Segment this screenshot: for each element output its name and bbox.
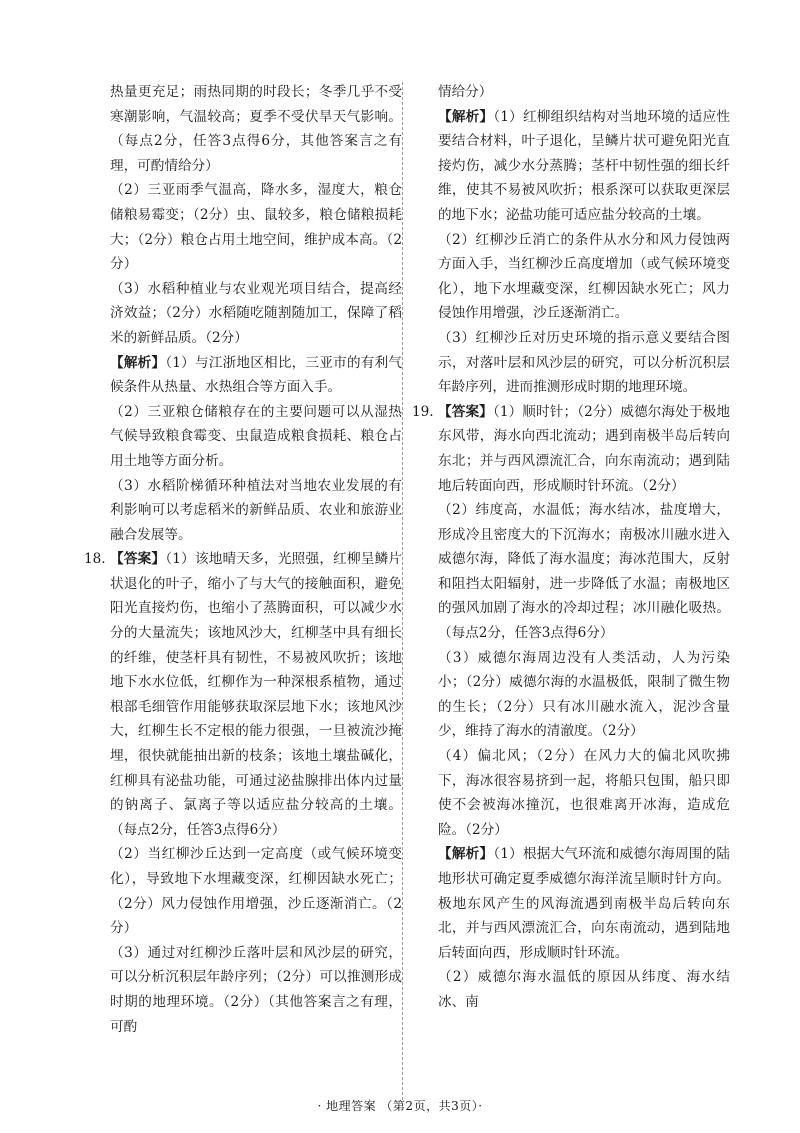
analysis-text: （1）红柳组织结构对当地环境的适应性要结合材料，叶子退化，呈鳞片状可避免阳光直接灼伤，减少水分蒸腾；茎杆中韧性强的细长纤维，使其不易被风吹折；根系深可以获取更深层的地下水；泌盐功能可适应盐分较高的土壤。 (438, 108, 730, 223)
page-footer: · 地理答案 （第2页，共3页）· (317, 1099, 483, 1113)
right-column (412, 80, 730, 1015)
right-para-2 (438, 105, 730, 228)
answer-text: （1）该地晴天多，光照强，红柳呈鳞片状退化的叶子，缩小了与大气的接触面积，避免阳光直接灼伤，也缩小了蒸腾面积，可以减少水分的大量流失；该地风沙大，红柳茎中具有细长的纤维，使茎杆具有韧性，不易被风吹折；该地地下水水位低，红柳作为一种深根系植物，通过根部毛细管作用能够获取深层地下水；该地风沙大，红柳生长不定根的能力很强，一旦被流沙掩埋，很快就能抽出新的枝条；该地土壤盐碱化，红柳具有泌盐功能，可通过泌盐腺排出体内过量的钠离子、氯离子等以适应盐分较高的土壤。（每点2分，任答3点得6分） (110, 551, 402, 838)
analysis-text: （1）根据大气环流和威德尔海周围的陆地形状可确定夏季威德尔海洋流呈顺时针方向。极地东风产生的风海流遇到南极半岛后转向东北，并与西风漂流汇合，向东南流动，遇到陆地后转面向西，形成顺时针环流。 (438, 846, 730, 961)
question-19 (412, 400, 730, 498)
left-column (84, 80, 402, 1039)
right-para-5 (438, 400, 730, 498)
column-divider (402, 82, 403, 1100)
right-para-1: 情给分） (438, 84, 493, 100)
left-para-1: 热量更充足；雨热同期的时段长；冬季几乎不受寒潮影响，气温较高；夏季不受伏旱天气影响。（每点2分，任答3点得6分，其他答案言之有理，可酌情给分） (110, 84, 402, 174)
left-para-6: （3）水稻阶梯循环种植法对当地农业发展的有利影响可以考虑稻米的新鲜品质、农业和旅游业融合发展等。 (110, 477, 402, 543)
right-para-8: （4）偏北风；（2分）在风力大的偏北风吹拂下，海冰很容易挤到一起，将船只包围，船只即使不会被海冰撞沉，也很难离开冰海，造成危险。（2分） (438, 748, 730, 838)
right-para-7: （3）威德尔海周边没有人类活动，人为污染小；（2分）威德尔海的水温极低，限制了微生物的生长；（2分）只有冰川融水流入，泥沙含量少，维持了海水的清澈度。（2分） (438, 649, 730, 740)
analysis-text: （1）与江浙地区相比，三亚市的有利气候条件从热量、水热组合等方面入手。 (110, 354, 402, 396)
left-para-5: （2）三亚粮仓储粮存在的主要问题可以从湿热气候导致粮食霉变、虫鼠造成粮食损耗、粮仓占用土地等方面分析。 (110, 403, 402, 469)
right-para-4: （3）红柳沙丘对历史环境的指示意义要结合图示，对落叶层和风沙层的研究，可以分析沉积层年龄序列，进而推测形成时期的地理环境。 (438, 329, 730, 396)
left-para-2: （2）三亚雨季气温高，降水多，湿度大，粮仓储粮易霉变；（2分）虫、鼠较多，粮仓储粮损耗大；（2分）粮仓占用土地空间，维护成本高。（2分） (110, 182, 402, 273)
right-para-10: （2）威德尔海水温低的原因从纬度、海水结冰、南 (438, 969, 730, 1010)
answer-tag: 【答案】 (438, 403, 493, 420)
right-para-9 (438, 842, 730, 965)
right-para-3: （2）红柳沙丘消亡的条件从水分和风力侵蚀两方面入手，当红柳沙丘高度增加（或气候环境变化），地下水埋藏变深，红柳因缺水死亡；风力侵蚀作用增强，沙丘逐渐消亡。 (438, 231, 730, 322)
answer-text: （1）顺时针；（2分）威德尔海处于极地东风带，海水向西北流动；遇到南极半岛后转向东北；并与西风漂流汇合，向东南流动；遇到陆地后转面向西，形成顺时针环流。（2分） (438, 403, 730, 494)
left-para-7 (110, 547, 402, 842)
left-para-9: （3）通过对红柳沙丘落叶层和风沙层的研究，可以分析沉积层年龄序列；（2分）可以推测形成时期的地理环境。（2分）（其他答案言之有理，可酌 (110, 944, 402, 1035)
left-para-3: （3）水稻种植业与农业观光项目结合，提高经济效益；（2分）水稻随吃随割随加工，保障了稻米的新鲜品质。（2分） (110, 280, 402, 346)
right-para-6: （2）纬度高，水温低；海水结冰，盐度增大，形成冷且密度大的下沉海水；南极冰川融水进入威德尔海，降低了海水温度；海冰范围大，反射和阻挡太阳辐射，进一步降低了水温；南极地区的强风加剧了海水的冷却过程；冰川融化吸热。（每点2分，任答3点得6分） (438, 502, 730, 642)
analysis-tag: 【解析】 (438, 108, 494, 125)
left-para-4 (110, 351, 402, 400)
question-number-18: 18. (84, 551, 106, 568)
left-para-8: （2）当红柳沙丘达到一定高度（或气候环境变化），导致地下水埋藏变深，红柳因缺水死亡；（2分）风力侵蚀作用增强，沙丘逐渐消亡。（2分） (110, 846, 402, 937)
analysis-tag: 【解析】 (110, 354, 166, 371)
answer-tag: 【答案】 (110, 551, 166, 568)
question-number-19: 19. (412, 403, 434, 420)
question-18 (84, 547, 402, 842)
analysis-tag: 【解析】 (438, 846, 494, 863)
